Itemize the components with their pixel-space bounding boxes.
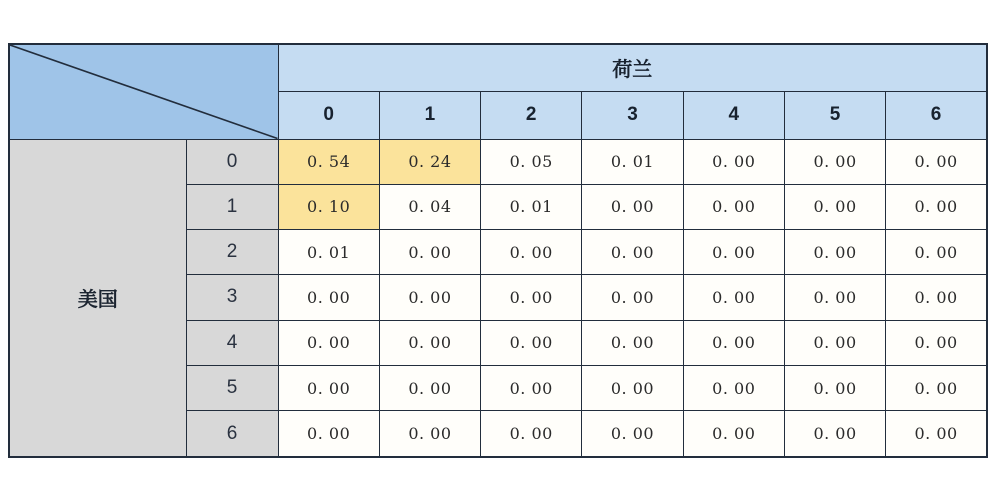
diagonal-header-cell [9,44,278,139]
prob-cell: 0. 00 [683,275,784,320]
table-row [9,139,987,184]
prob-cell: 0. 00 [784,275,885,320]
prob-cell: 0. 00 [582,365,683,410]
prob-cell: 0. 00 [886,139,987,184]
prob-cell: 0. 00 [784,365,885,410]
prob-cell: 0. 00 [683,230,784,275]
row-header: 0 [186,139,278,184]
row-header: 6 [186,411,278,457]
row-group-header: 美国 [9,139,186,457]
prob-cell: 0. 00 [278,320,379,365]
prob-cell: 0. 00 [886,365,987,410]
col-header: 3 [582,91,683,139]
prob-cell: 0. 00 [481,275,582,320]
prob-cell: 0. 00 [582,230,683,275]
prob-cell: 0. 00 [481,411,582,457]
prob-cell: 0. 00 [886,411,987,457]
prob-cell: 0. 00 [886,230,987,275]
prob-cell: 0. 04 [379,184,480,229]
prob-cell: 0. 00 [582,184,683,229]
probability-matrix-table [8,43,988,458]
prob-cell: 0. 00 [886,275,987,320]
prob-cell: 0. 00 [379,275,480,320]
prob-cell: 0. 00 [683,411,784,457]
prob-cell: 0. 00 [278,411,379,457]
prob-cell: 0. 00 [481,230,582,275]
col-group-header: 荷兰 [278,44,987,91]
prob-cell: 0. 05 [481,139,582,184]
prob-cell: 0. 00 [683,184,784,229]
prob-cell: 0. 01 [481,184,582,229]
prob-cell: 0. 00 [886,184,987,229]
diagonal-line [10,45,278,139]
prob-cell: 0. 54 [278,139,379,184]
prob-cell: 0. 00 [379,230,480,275]
col-header: 5 [784,91,885,139]
prob-cell: 0. 00 [481,365,582,410]
prob-cell: 0. 00 [278,365,379,410]
prob-cell: 0. 00 [379,365,480,410]
prob-cell: 0. 00 [379,320,480,365]
prob-cell: 0. 00 [784,184,885,229]
prob-cell: 0. 00 [784,230,885,275]
prob-cell: 0. 00 [278,275,379,320]
row-header: 1 [186,184,278,229]
col-header: 6 [886,91,987,139]
row-header: 3 [186,275,278,320]
prob-cell: 0. 01 [278,230,379,275]
row-header: 2 [186,230,278,275]
col-header: 0 [278,91,379,139]
prob-cell: 0. 00 [379,411,480,457]
row-header: 5 [186,365,278,410]
prob-cell: 0. 24 [379,139,480,184]
col-header: 1 [379,91,480,139]
row-header: 4 [186,320,278,365]
prob-cell: 0. 00 [582,411,683,457]
col-header: 4 [683,91,784,139]
col-header: 2 [481,91,582,139]
prob-cell: 0. 00 [683,320,784,365]
prob-cell: 0. 10 [278,184,379,229]
prob-cell: 0. 00 [582,320,683,365]
prob-cell: 0. 00 [886,320,987,365]
prob-cell: 0. 00 [582,275,683,320]
prob-cell: 0. 00 [481,320,582,365]
prob-cell: 0. 00 [784,139,885,184]
prob-cell: 0. 00 [784,320,885,365]
prob-cell: 0. 00 [683,365,784,410]
prob-cell: 0. 00 [784,411,885,457]
prob-cell: 0. 00 [683,139,784,184]
col-group-row [9,44,987,91]
prob-cell: 0. 01 [582,139,683,184]
